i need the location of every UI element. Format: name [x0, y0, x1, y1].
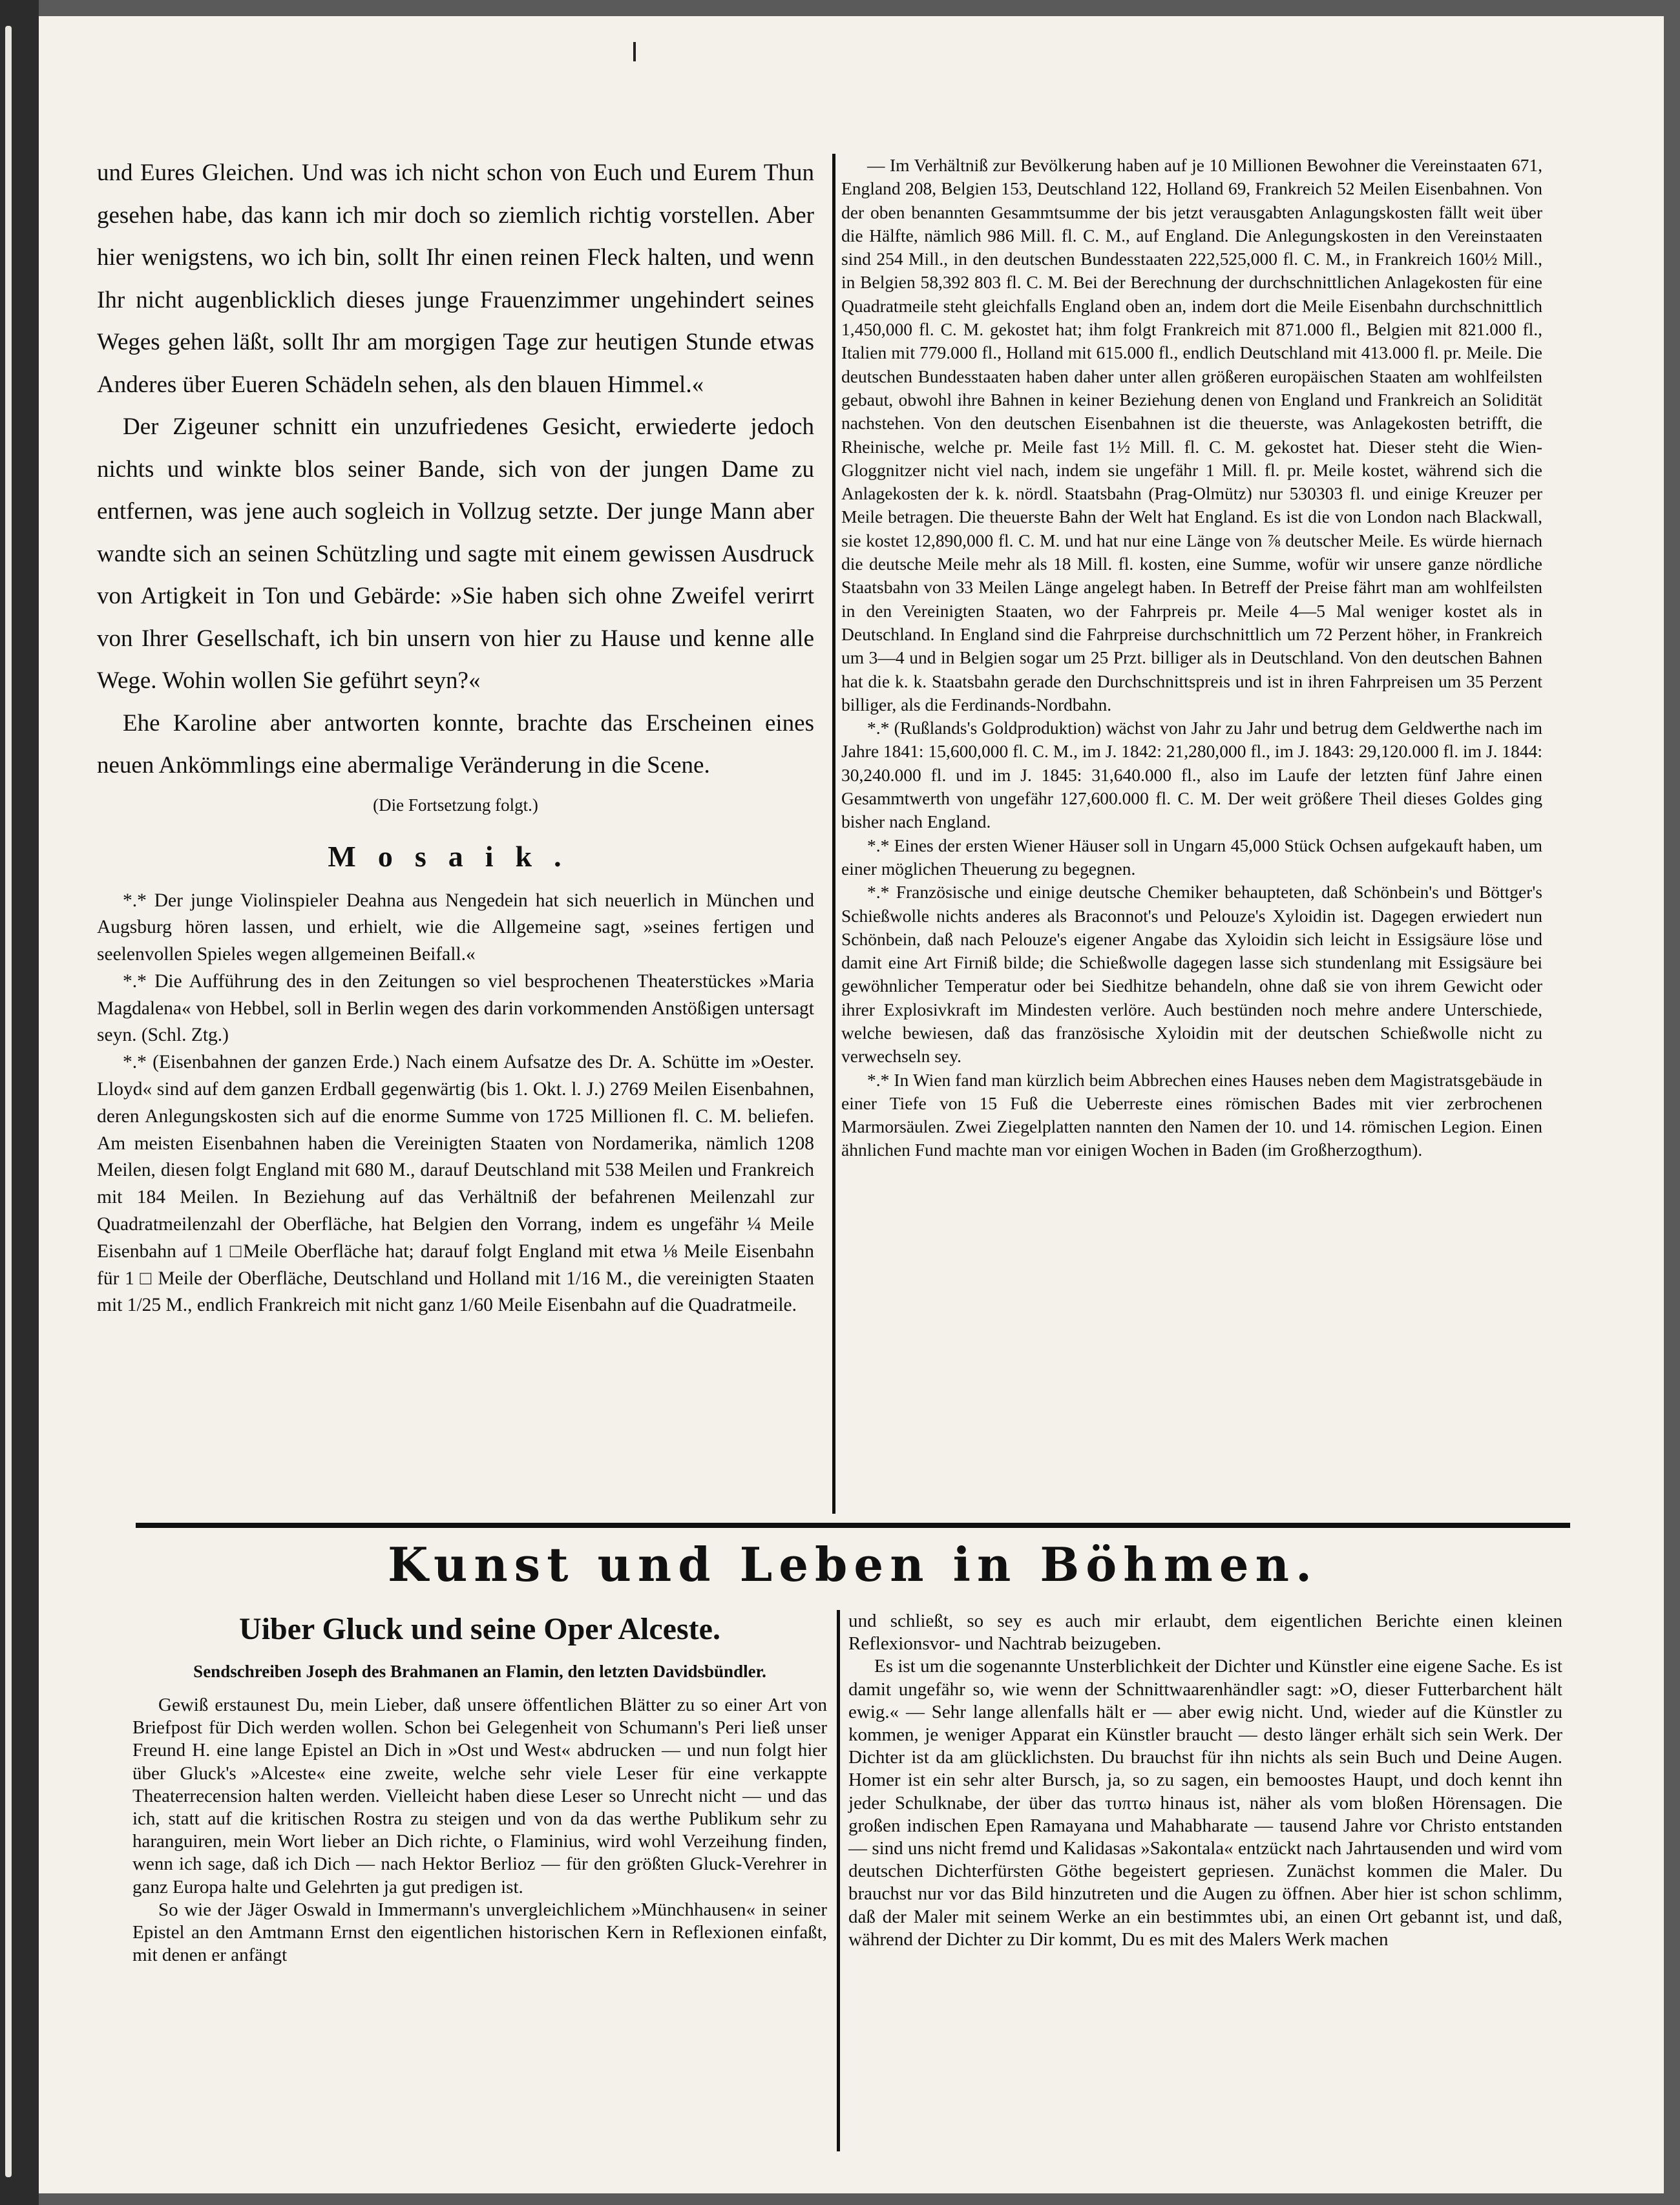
continued-note: (Die Fortsetzung folgt.) [373, 795, 538, 815]
gluck-article [132, 1609, 827, 1967]
column-divider [832, 154, 835, 1514]
column-divider [837, 1610, 840, 2151]
mosaik-heading: Mosaik. [328, 839, 583, 873]
right-column [841, 154, 1542, 1162]
mosaik-item: *.* Der junge Violinspieler Deahna aus Nengedein hat sich neuerlich in München und Augsburg hören lassen, und erhielt, wie die Allgemeine sagt, »seines fertigen und seelenvollen Spieles wegen allgemeinen Beifall.« [97, 890, 814, 965]
railway-article: — Im Verhältniß zur Bevölkerung haben auf je 10 Millionen Bewohner die Vereinstaaten 671, England 208, Belgien 153, Deutschland 122, Holland 69, Frankreich 52 Meilen Eisenbahnen. Von der oben benannten Gesammtsumme der bis jetzt verausgabten Anlagungskosten fällt weit über die Hälfte, nämlich 986 Mill. fl. C. M., auf England. Die Anlegungskosten in den Vereinstaaten sind 254 Mill., in den deutschen Bundesstaaten 222,525,000 fl. C. M., in Frankreich 160½ Mill., in Belgien 58,392 803 fl. C. M. Bei der Berechnung der durchschnittlichen Anlagekosten für eine Quadratmeile steht gleichfalls England oben an, indem dort die Meile Eisenbahn durchschnittlich 1,450,000 fl. C. M. gekostet hat; ihm folgt Frankreich mit 871.000 fl., Belgien mit 821.000 fl., Italien mit 779.000 fl., Holland mit 615.000 fl., endlich Deutschland mit 413.000 fl. pr. Meile. Die deutschen Bundesstaaten haben daher unter allen größeren europäischen Staaten am wohlfeilsten gebaut, obwohl ihre Bahnen in keiner Beziehung denen von England und Frankreich an Solidität nachstehen. Von den deutschen Eisenbahnen ist die theuerste, was Anlagekosten betrifft, die Rheinische, welche pr. Meile fast 1½ Mill. fl. C. M. gekostet hat. Dieser steht die Wien-Gloggnitzer nicht viel nach, indem sie ungefähr 1 Mill. fl. pr. Meile kostet, während sich die Anlagekosten der k. k. nördl. Staatsbahn (Prag-Olmütz) nur 530303 fl. und einige Kreuzer per Meile betragen. Die theuerste Bahn der Welt hat England. Es ist die von London nach Blackwall, sie kostet 12,890,000 fl. C. M. und hat nur eine Länge von ⅞ deutscher Meile. Es würde hiernach die deutsche Meile mehr als 18 Mill. fl. kosten, eine Summe, wofür wir unsere ganze nördliche Staatsbahn von 33 Meilen Länge angelegt haben. In Betreff der Preise fährt man am wohlfeilsten in den Vereinigten Staaten, wo der Fahrpreis pr. Meile 4—5 Mal weniger kostet als in Deutschland. In England sind die Fahrpreise durchschnittlich um 72 Perzent höher, in Frankreich um 3—4 und in Belgien sogar um 25 Przt. billiger als in Deutschland. Von den deutschen Bahnen hat die k. k. Staatsbahn gerade den Durchschnittspreis und ist in ihren Fahrpreisen um 35 Perzent billiger, als die Ferdinands-Nordbahn. [841, 155, 1542, 715]
story-paragraph: Der Zigeuner schnitt ein unzufriedenes Gesicht, erwiederte jedoch nichts und winkte blos seiner Bande, sich von der jungen Dame zu entfernen, was jene auch sogleich in Vollzug setzte. Der junge Mann aber wandte sich an seinen Schützling und sagte mit einem gewissen Ausdruck von Artigkeit in Ton und Gebärde: »Sie haben sich ohne Zweifel verirrt von Ihrer Gesellschaft, ich bin unsern von hier zu Hause und kenne alle Wege. Wohin wollen Sie geführt seyn?« [97, 413, 814, 694]
section-rule [136, 1523, 1570, 1528]
mosaik-item: *.* In Wien fand man kürzlich beim Abbrechen eines Hauses neben dem Magistratsgebäude in einer Tiefe von 15 Fuß die Ueberreste eines römischen Bades mit vier zerbrochenen Marmorsäulen. Zwei Ziegelplatten nannten den Namen der 10. und 14. römischen Legion. Einen ähnlichen Fund machte man vor einigen Wochen in Baden (im Großherzogthum). [841, 1069, 1542, 1160]
story-paragraph: Ehe Karoline aber antworten konnte, brachte das Erscheinen eines neuen Ankömmlings eine abermalige Veränderung in die Scene. [97, 709, 814, 779]
mosaik-item: *.* (Rußlands's Goldproduktion) wächst von Jahr zu Jahr und betrug dem Geldwerthe nach im Jahre 1841: 15,600,000 fl. C. M., im J. 1842: 21,280,000 fl., im J. 1843: 29,120.000 fl. im J. 1844: 30,240.000 fl. und im J. 1845: 31,640.000 fl., also im Laufe der letzten fünf Jahre einen Gesammtwerth von ungefähr 127,600.000 fl. C. M. Der weit größere Theil dieses Goldes ging bisher nach England. [841, 718, 1542, 832]
article-paragraph: Gewiß erstaunest Du, mein Lieber, daß unsere öffentlichen Blätter zu so einer Art von Briefpost für Dich werden wollen. Schon bei Gelegenheit von Schumann's Peri ließ unser Freund H. eine lange Epistel an Dich in »Ost und West« abdrucken — und nun folgt hier über Gluck's »Alceste« eine zweite, welche sehr viele Leser für eine verkappte Theaterrecension halten werden. Vielleicht haben diese Leser so Unrecht nicht — und das ich, statt auf die kritischen Rostra zu steigen und von da das werthe Publikum sehr zu haranguiren, mein Wort lieber an Dich richte, o Flaminius, wird wohl Verzeihung finden, wenn ich sage, daß ich Dich — nach Hektor Berlioz — für den größten Gluck-Verehrer in ganz Europa halte und Gelehrten ja gut predigen ist. [132, 1695, 827, 1897]
article-paragraph: So wie der Jäger Oswald in Immermann's unvergleichlichem »Münchhausen« in seiner Epistel an den Amtmann Ernst den eigentlichen historischen Kern in Reflexionen einfaßt, mit denen er anfängt [132, 1899, 827, 1966]
mosaik-item: *.* Französische und einige deutsche Chemiker behaupteten, daß Schönbein's und Böttger's Schießwolle nichts anderes als Braconnot's und Pelouze's Xyloidin ist. Dagegen erwiedert nun Schönbein, daß nach Pelouze's eigener Angabe das Xyloidin sich leicht in Essigsäure löse und damit eine Art Firniß bilde; die Schießwolle dagegen lasse sich stundenlang mit Essigsäure bei gewöhnlicher Temperatur oder bei Siedhitze behandeln, ohne daß sie von ihrem Gewicht oder ihrer Explosivkraft im Mindesten verlöre. Auch bestünden noch mehre andere Unterschiede, welche bewiesen, daß das französische Xyloidin mit der deutschen Schießwolle nicht zu verwechseln sey. [841, 882, 1542, 1067]
story-continuation [97, 152, 814, 1319]
page-edge [5, 26, 12, 2177]
top-mark [633, 42, 636, 61]
mosaik-item: *.* Die Aufführung des in den Zeitungen so viel besprochenen Theaterstückes »Maria Magdalena« von Hebbel, soll in Berlin wegen des darin vorkommenden Anstößigen untersagt seyn. (Schl. Ztg.) [97, 970, 814, 1046]
mosaik-item: *.* Eines der ersten Wiener Häuser soll in Ungarn 45,000 Stück Ochsen aufgekauft haben, um einer möglichen Theuerung zu begegnen. [841, 835, 1542, 879]
article-paragraph: Es ist um die sogenannte Unsterblichkeit der Dichter und Künstler eine eigene Sache. Es ist damit ungefähr so, wie wenn der Schnittwaarenhändler sagt: »O, dieser Futterbarchent hält ewig.« — Sehr lange allenfalls hält er — aber ewig nicht. Und, wieder auf die Künstler zu kommen, je weniger Apparat ein Künstler braucht — desto länger erhält sich sein Werk. Der Dichter ist da am glücklichsten. Du brauchst für ihn nichts als sein Buch und Deine Augen. Homer ist ein sehr alter Bursch, ja, so zu sagen, ein bemoostes Haupt, und doch kennt ihn jeder Schulknabe, der über das τυπτω hinaus ist, näher als vom bloßen Hörensagen. Die großen indischen Epen Ramayana und Mahabharate — tausend Jahre vor Christo entstanden — sind uns nicht fremd und Kalidasas »Sakontala« entzückt nach Jahrtausenden und wird vom deutschen Dichterfürsten Göthe begeistert gepriesen. Zunächst kommen die Maler. Du brauchst nur vor das Bild hinzutreten und die Augen zu öffnen. Aber hier ist schon schlimm, daß der Maler mit seinem Werke an ein bestimmtes ubi, an einen Ort gebannt ist, und daß, während der Dichter zu Dir kommt, Du es mit des Malers Werk machen [848, 1656, 1562, 1950]
mosaik-section [97, 888, 814, 1320]
story-paragraph: und Eures Gleichen. Und was ich nicht schon von Euch und Eurem Thun gesehen habe, das kann ich mir doch so ziemlich richtig vorstellen. Aber hier wenigstens, wo ich bin, sollt Ihr einen reinen Fleck halten, und wenn Ihr nicht augenblicklich dieses junge Frauenzimmer ungehindert seines Weges gehen läßt, sollt Ihr am morgigen Tage zur heutigen Stunde etwas Anderes über Eueren Schädeln sehen, als den blauen Himmel.« [97, 160, 814, 398]
article-paragraph: und schließt, so sey es auch mir erlaubt, dem eigentlichen Berichte einen kleinen Reflexionsvor- und Nachtrab beizugeben. [848, 1611, 1562, 1655]
article-subtitle: Sendschreiben Joseph des Brahmanen an Flamin, den letzten Davidsbündler. [193, 1662, 766, 1681]
section-masthead: Kunst und Leben in Böhmen. [387, 1537, 1319, 1592]
gluck-article-continued [848, 1610, 1562, 1951]
mosaik-item: *.* (Eisenbahnen der ganzen Erde.) Nach einem Aufsatze des Dr. A. Schütte im »Oester. Lloyd« sind auf dem ganzen Erdball gegenwärtig (bis 1. Okt. l. J.) 2769 Meilen Eisenbahnen, deren Anlegungskosten sich auf die enorme Summe von 1725 Millionen fl. C. M. beliefen. Am meisten Eisenbahnen haben die Vereinigten Staaten von Nordamerika, nämlich 1208 Meilen, diesen folgt England mit 680 M., darauf Deutschland mit 538 Meilen und Frankreich mit 184 Meilen. In Beziehung auf das Verhältniß der befahrenen Meilenzahl zur Quadratmeilenzahl der Oberfläche, hat Belgien den Vorrang, indem es ungefähr ¼ Meile Eisenbahn auf 1 □Meile Oberfläche hat; darauf folgt England mit etwa ⅛ Meile Eisenbahn für 1 □ Meile der Oberfläche, Deutschland und Holland mit 1/16 M., die vereinigten Staaten mit 1/25 M., endlich Frankreich mit nicht ganz 1/60 Meile Eisenbahn auf die Quadratmeile. [97, 1052, 814, 1316]
article-title: Uiber Gluck und seine Oper Alceste. [239, 1612, 720, 1646]
